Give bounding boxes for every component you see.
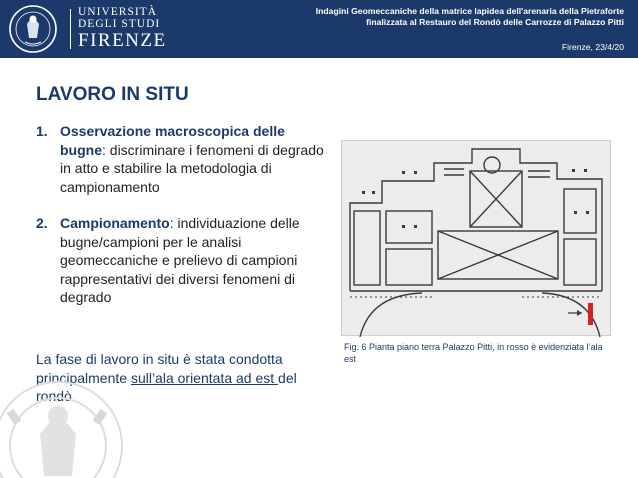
- university-logo: [8, 4, 167, 54]
- list-number: 1.: [36, 123, 48, 139]
- list-item-sampling: [36, 214, 332, 307]
- presentation-date: Firenze, 23/4/20: [561, 42, 624, 52]
- list-item-text: : individuazione delle bugne/campioni per le analisi geomeccaniche e prelievo di campioni rappresentativi dei diversi fenomeni di degrado: [60, 215, 300, 305]
- list-item-observation: [36, 122, 332, 196]
- logo-divider: [70, 9, 71, 49]
- work-steps-list: [36, 122, 332, 307]
- east-wing-highlight: [568, 303, 593, 325]
- logo-line-firenze: FIRENZE: [78, 30, 167, 51]
- floor-plan-drawing: [342, 141, 612, 337]
- summary-text-underlined: sull’ala orientata ad est: [130, 369, 279, 386]
- presentation-title-line1: Indagini Geomeccaniche della matrice lapidea dell'arenaria della Pietraforte: [315, 6, 624, 16]
- list-item-text: : discriminare i fenomeni di degrado in atto e stabilire la metodologia di campionamento: [60, 141, 324, 195]
- floor-plan-image: [341, 140, 611, 336]
- header-bar: [0, 0, 638, 58]
- logo-line-universita: UNIVERSITÀ: [78, 6, 157, 18]
- presentation-title-line2: finalizzata al Restauro del Rondò delle Carrozze di Palazzo Pitti: [366, 17, 624, 27]
- university-seal-icon: [8, 4, 58, 54]
- summary-text-after: del rondò: [36, 369, 297, 404]
- list-number: 2.: [36, 215, 48, 231]
- list-item-keyword: Campionamento: [60, 215, 170, 231]
- figure-caption: Fig. 6 Pianta piano terra Palazzo Pitti, in rosso è evidenziata l’ala est: [344, 342, 603, 364]
- list-item-keyword: Osservazione macroscopica delle bugne: [60, 123, 285, 158]
- slide-title: LAVORO IN SITU: [36, 84, 189, 105]
- logo-line-degli-studi: DEGLI STUDI: [78, 18, 161, 30]
- presentation-title: [244, 6, 624, 28]
- logo-wordmark: [78, 6, 167, 52]
- university-seal-watermark-icon: [0, 372, 128, 478]
- summary-text-before: La fase di lavoro in situ è stata condotta principalmente: [36, 351, 283, 386]
